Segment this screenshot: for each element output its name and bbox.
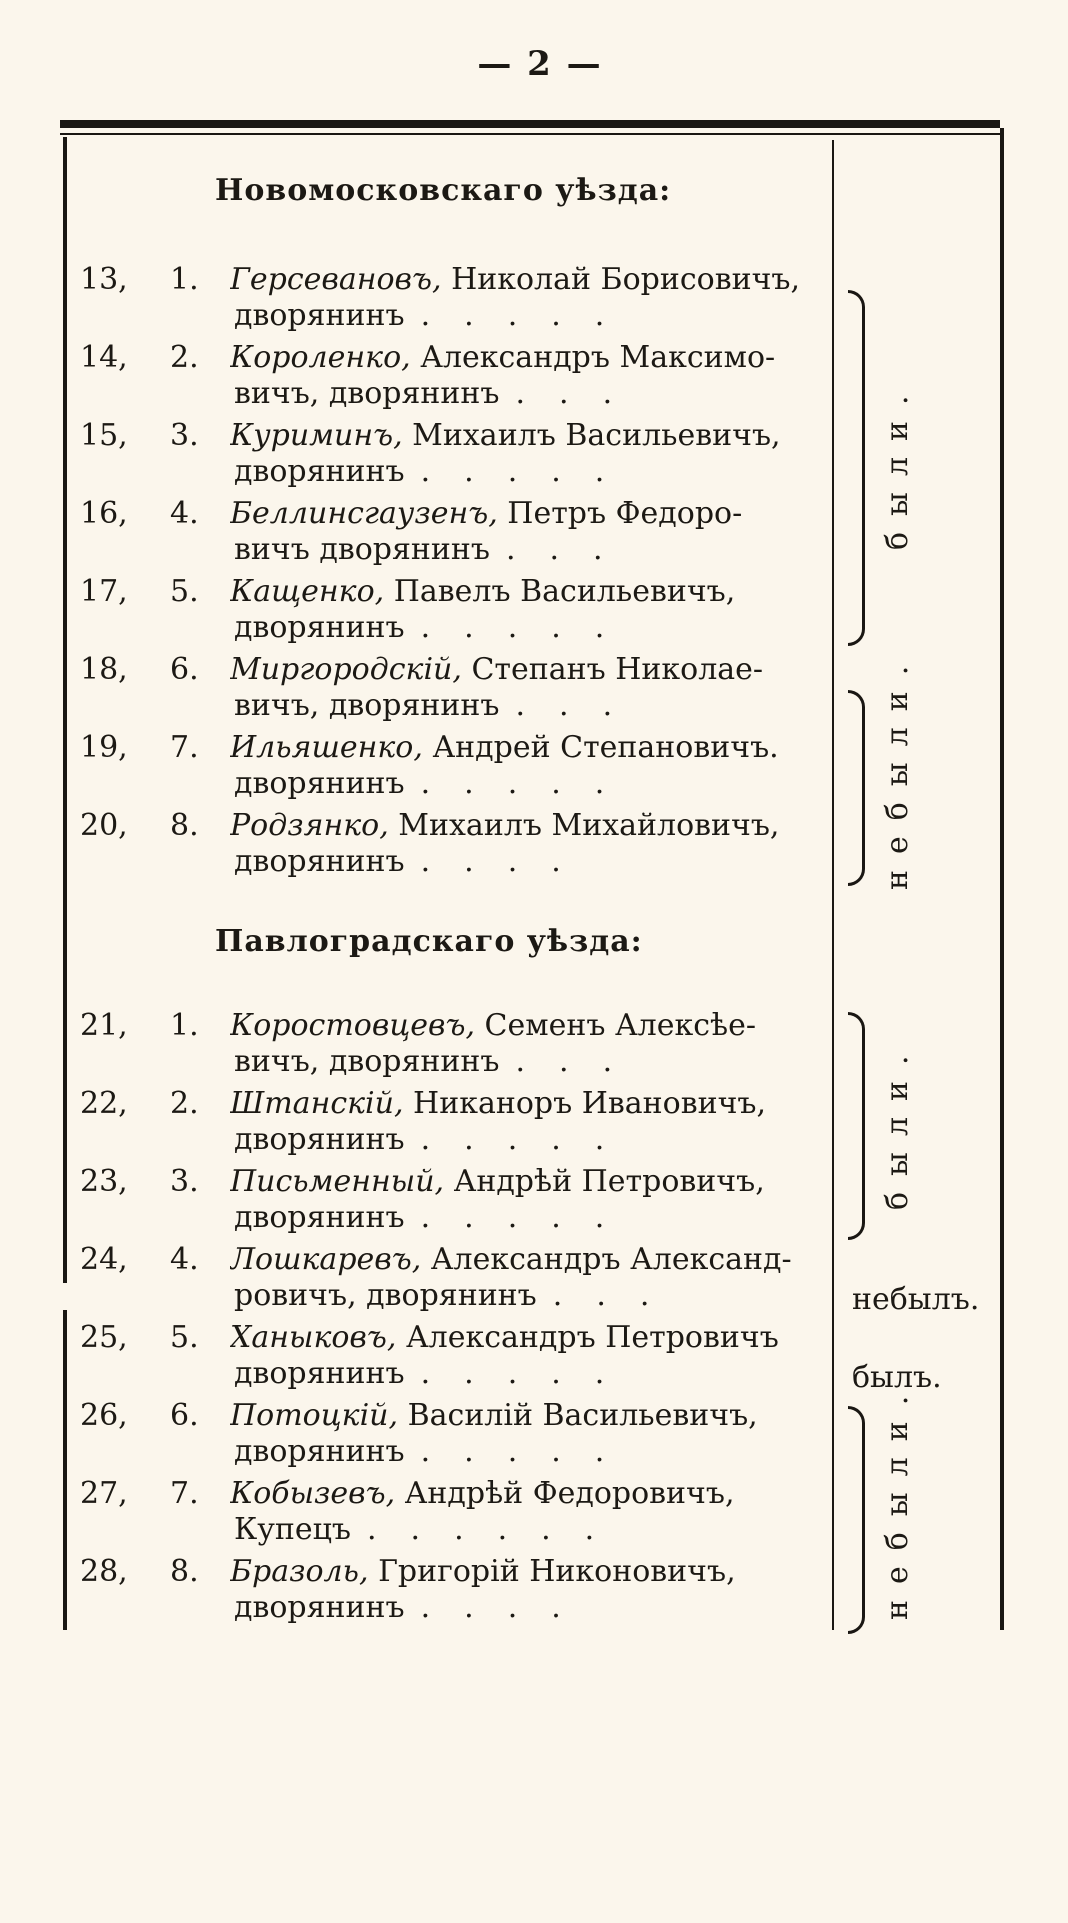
list-item <box>72 262 832 334</box>
entry-name: Александръ Петровичъ <box>396 1320 779 1355</box>
list-item <box>72 1086 832 1158</box>
bracket <box>848 290 865 646</box>
left-border-lower <box>63 1310 67 1630</box>
list-item <box>72 496 832 568</box>
top-rule <box>60 120 1000 128</box>
entry-surname: Миргородскій, <box>230 652 462 687</box>
leader-dots: .... <box>420 844 595 879</box>
entry-number: 19, <box>80 730 128 765</box>
entry-number: 14, <box>80 340 128 375</box>
entry-number: 15, <box>80 418 128 453</box>
entry-subnumber: 8. <box>170 808 199 843</box>
leader-dots: ... <box>515 688 647 723</box>
leader-dots: .... <box>420 1590 595 1625</box>
list-item <box>72 652 832 724</box>
list-item <box>72 574 832 646</box>
entry-status: ровичъ, дворянинъ <box>234 1278 537 1313</box>
entry-subnumber: 3. <box>170 418 199 453</box>
entry-subnumber: 5. <box>170 574 199 609</box>
leader-dots: ... <box>505 532 637 567</box>
entry-name: Николай Борисовичъ, <box>441 262 801 297</box>
leader-dots: ... <box>552 1278 684 1313</box>
list-item <box>72 340 832 412</box>
entry-subnumber: 6. <box>170 1398 199 1433</box>
bracket <box>848 1012 865 1240</box>
entry-status: дворянинъ <box>234 610 405 645</box>
entry-status: дворянинъ <box>234 1356 405 1391</box>
list-item <box>72 1242 832 1314</box>
entry-number: 23, <box>80 1164 128 1199</box>
entry-surname: Кобызевъ, <box>230 1476 396 1511</box>
entry-surname: Штанскій, <box>230 1086 404 1121</box>
entry-surname: Кащенко, <box>230 574 385 609</box>
note-label: были. <box>880 1039 915 1211</box>
list-item <box>72 808 832 880</box>
entry-status: дворянинъ <box>234 1434 405 1469</box>
entry-number: 22, <box>80 1086 128 1121</box>
entry-surname: Лошкаревъ, <box>230 1242 422 1277</box>
page-number: — 2 — <box>477 44 603 84</box>
entry-subnumber: 8. <box>170 1554 199 1589</box>
column-divider <box>832 140 834 1630</box>
note-label: небыли. <box>880 649 915 890</box>
entry-number: 18, <box>80 652 128 687</box>
list-item <box>72 1398 832 1470</box>
entry-name: Павелъ Васильевичъ, <box>384 574 736 609</box>
entry-number: 26, <box>80 1398 128 1433</box>
entry-status: вичъ, дворянинъ <box>234 376 500 411</box>
entry-status: вичъ, дворянинъ <box>234 688 500 723</box>
entry-number: 28, <box>80 1554 128 1589</box>
entry-number: 25, <box>80 1320 128 1355</box>
entry-number: 16, <box>80 496 128 531</box>
entry-subnumber: 4. <box>170 496 199 531</box>
entry-status: дворянинъ <box>234 1200 405 1235</box>
leader-dots: ..... <box>420 766 639 801</box>
entry-number: 20, <box>80 808 128 843</box>
leader-dots: ..... <box>420 298 639 333</box>
entry-name: Семенъ Алексѣе- <box>475 1008 757 1043</box>
entry-number: 21, <box>80 1008 128 1043</box>
entry-status: дворянинъ <box>234 1122 405 1157</box>
entry-number: 17, <box>80 574 128 609</box>
entry-name: Григорій Никоновичъ, <box>368 1554 736 1589</box>
entry-status: вичъ дворянинъ <box>234 532 490 567</box>
bracket <box>848 1406 865 1634</box>
list-item <box>72 1476 832 1548</box>
left-border <box>63 137 67 1283</box>
note-label: былъ. <box>852 1360 942 1395</box>
list-item <box>72 1320 832 1392</box>
entry-status: дворянинъ <box>234 298 405 333</box>
entry-subnumber: 6. <box>170 652 199 687</box>
entry-subnumber: 3. <box>170 1164 199 1199</box>
entry-name: Василій Васильевичъ, <box>398 1398 758 1433</box>
entry-status: дворянинъ <box>234 1590 405 1625</box>
leader-dots: ... <box>515 376 647 411</box>
entry-surname: Коростовцевъ, <box>230 1008 475 1043</box>
entry-surname: Родзянко, <box>230 808 389 843</box>
list-item <box>72 1554 832 1626</box>
leader-dots: ..... <box>420 1122 639 1157</box>
right-border <box>1000 128 1004 1630</box>
section-title: Павлоградскаго уѣзда: <box>215 924 643 959</box>
entry-name: Михаилъ Васильевичъ, <box>402 418 781 453</box>
entry-subnumber: 1. <box>170 262 199 297</box>
list-item <box>72 418 832 490</box>
entry-number: 13, <box>80 262 128 297</box>
note-label: были. <box>880 379 915 551</box>
entry-surname: Потоцкій, <box>230 1398 399 1433</box>
entry-surname: Бразоль, <box>230 1554 369 1589</box>
list-item <box>72 730 832 802</box>
note-label: небылъ. <box>852 1282 980 1317</box>
leader-dots: ..... <box>420 610 639 645</box>
entry-number: 24, <box>80 1242 128 1277</box>
leader-dots: ... <box>515 1044 647 1079</box>
leader-dots: ..... <box>420 1200 639 1235</box>
note-label: небыли. <box>880 1379 915 1620</box>
entry-name: Андрѣй Петровичъ, <box>444 1164 765 1199</box>
entry-subnumber: 7. <box>170 1476 199 1511</box>
entry-surname: Письменный, <box>230 1164 445 1199</box>
entry-status: Купецъ <box>234 1512 351 1547</box>
list-item <box>72 1164 832 1236</box>
leader-dots: ..... <box>420 1434 639 1469</box>
entry-name: Андрѣй Федоровичъ, <box>395 1476 735 1511</box>
entry-name: Александръ Максимо- <box>410 340 776 375</box>
section-title: Новомосковскаго уѣзда: <box>215 173 672 208</box>
entry-name: Степанъ Николае- <box>461 652 764 687</box>
bracket <box>848 690 865 886</box>
top-rule-thin <box>60 133 1000 135</box>
entry-subnumber: 7. <box>170 730 199 765</box>
entry-number: 27, <box>80 1476 128 1511</box>
entry-surname: Ханыковъ, <box>230 1320 397 1355</box>
entry-name: Михаилъ Михайловичъ, <box>388 808 780 843</box>
entry-subnumber: 5. <box>170 1320 199 1355</box>
entry-name: Александръ Александ- <box>421 1242 792 1277</box>
entry-surname: Куриминъ, <box>230 418 403 453</box>
leader-dots: ..... <box>420 454 639 489</box>
entry-name: Никаноръ Ивановичъ, <box>403 1086 767 1121</box>
entry-subnumber: 1. <box>170 1008 199 1043</box>
entry-subnumber: 4. <box>170 1242 199 1277</box>
entry-name: Петръ Федоро- <box>497 496 743 531</box>
leader-dots: ...... <box>367 1512 629 1547</box>
entry-name: Андрей Степановичъ. <box>422 730 779 765</box>
entry-status: дворянинъ <box>234 766 405 801</box>
entry-surname: Герсевановъ, <box>230 262 442 297</box>
entry-status: дворянинъ <box>234 454 405 489</box>
entry-surname: Короленко, <box>230 340 411 375</box>
list-item <box>72 1008 832 1080</box>
entry-status: вичъ, дворянинъ <box>234 1044 500 1079</box>
entry-subnumber: 2. <box>170 340 199 375</box>
entry-subnumber: 2. <box>170 1086 199 1121</box>
leader-dots: ..... <box>420 1356 639 1391</box>
entry-status: дворянинъ <box>234 844 405 879</box>
entry-surname: Ильяшенко, <box>230 730 423 765</box>
entry-surname: Беллинсгаузенъ, <box>230 496 498 531</box>
